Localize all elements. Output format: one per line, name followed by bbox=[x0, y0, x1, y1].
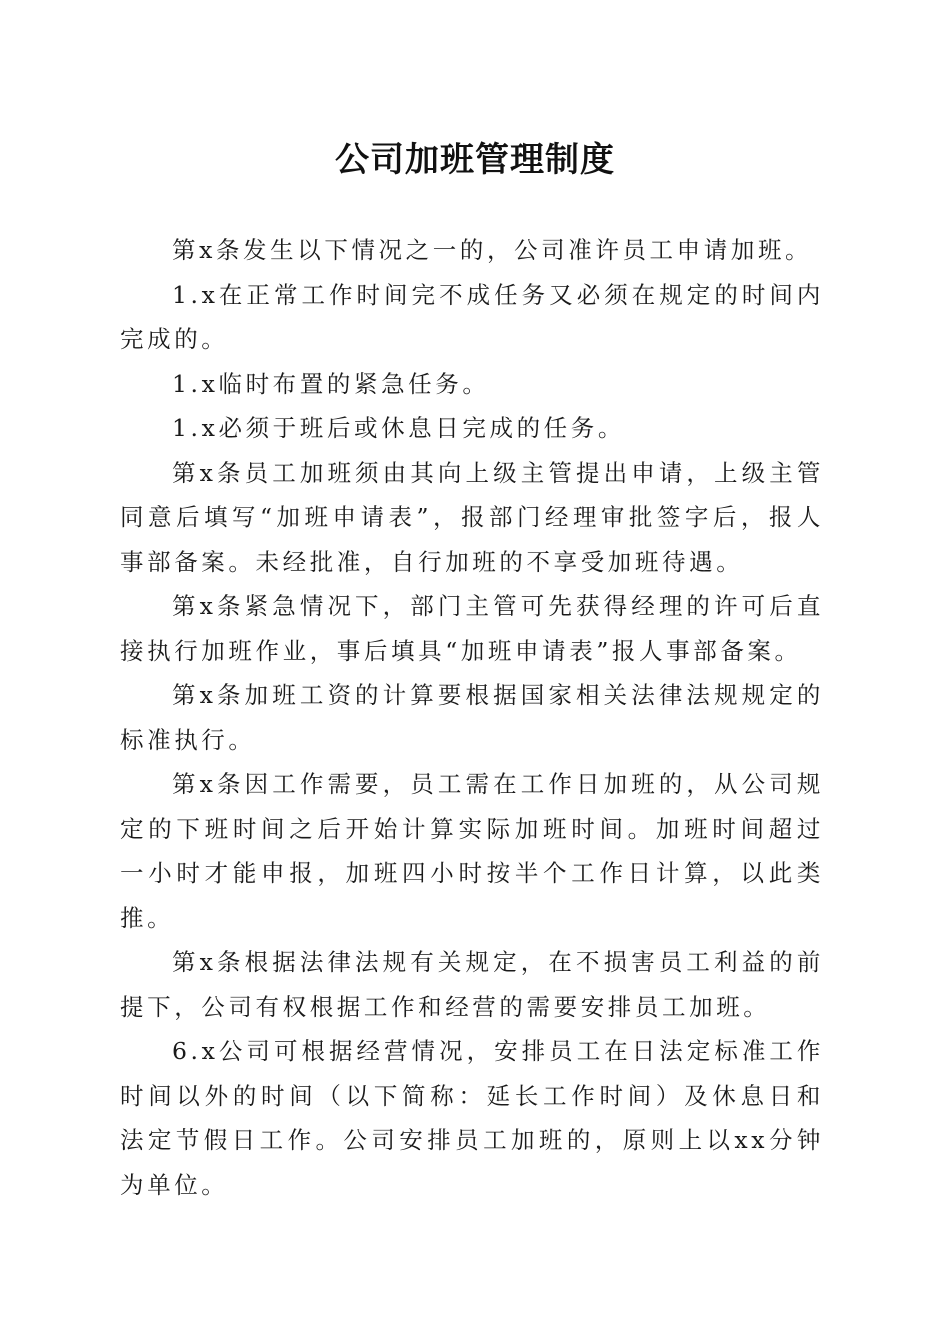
paragraph-8: 第x条因工作需要，员工需在工作日加班的，从公司规定的下班时间之后开始计算实际加班时间。加班时间超过一小时才能申报，加班四小时按半个工作日计算，以此类推。 bbox=[120, 770, 824, 932]
paragraph-6: 第x条紧急情况下，部门主管可先获得经理的许可后直接执行加班作业，事后填具“加班申请表”报人事部备案。 bbox=[120, 592, 824, 665]
paragraph-3: 1.x临时布置的紧急任务。 bbox=[172, 369, 490, 398]
document-body bbox=[120, 228, 824, 1207]
paragraph-9: 第x条根据法律法规有关规定，在不损害员工利益的前提下，公司有权根据工作和经营的需要安排员工加班。 bbox=[120, 948, 824, 1021]
paragraph-10: 6.x公司可根据经营情况，安排员工在日法定标准工作时间以外的时间（以下简称：延长工作时间）及休息日和法定节假日工作。公司安排员工加班的，原则上以xx分钟为单位。 bbox=[120, 1037, 824, 1199]
document-title: 公司加班管理制度 bbox=[335, 140, 615, 180]
paragraph-4: 1.x必须于班后或休息日完成的任务。 bbox=[172, 414, 625, 442]
paragraph-5: 第x条员工加班须由其向上级主管提出申请，上级主管同意后填写“加班申请表”，报部门经理审批签字后，报人事部备案。未经批准，自行加班的不享受加班待遇。 bbox=[120, 458, 824, 576]
paragraph-1: 第x条发生以下情况之一的，公司准许员工申请加班。 bbox=[172, 236, 813, 264]
paragraph-2: 1.x在正常工作时间完不成任务又必须在规定的时间内完成的。 bbox=[120, 280, 824, 353]
paragraph-7: 第x条加班工资的计算要根据国家相关法律法规规定的标准执行。 bbox=[120, 681, 824, 754]
